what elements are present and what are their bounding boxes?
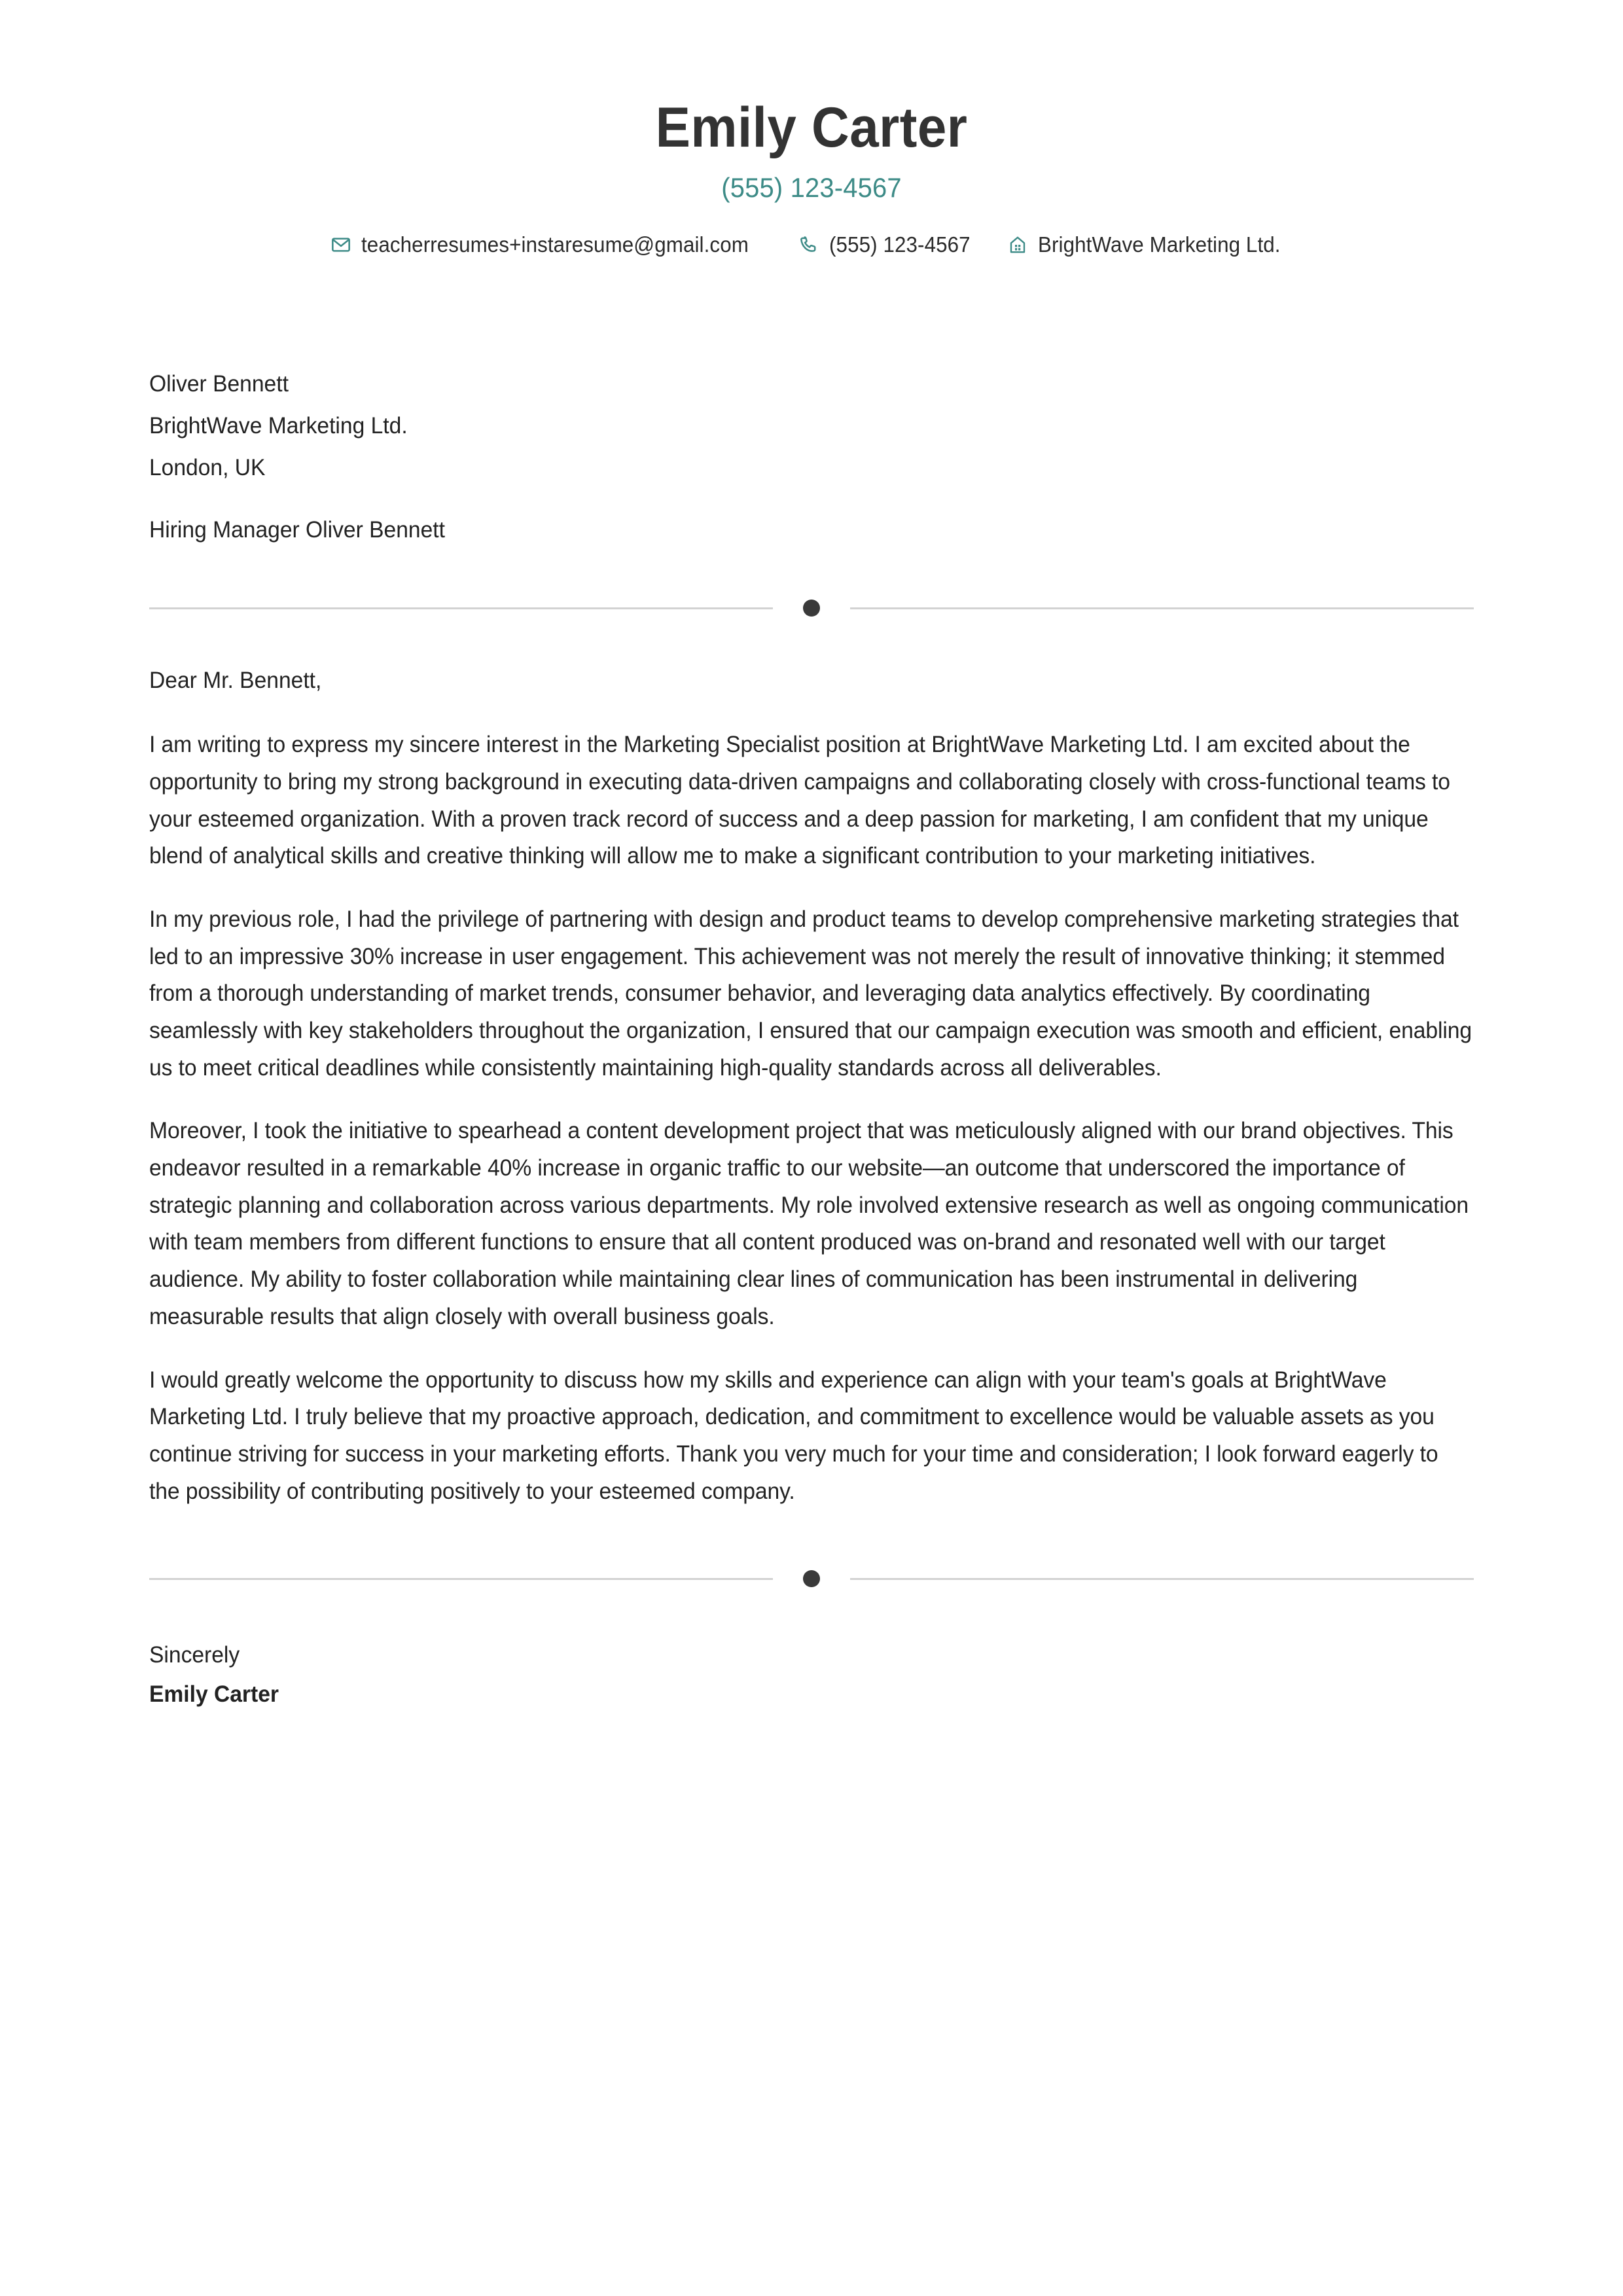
letter-body	[149, 668, 1474, 1510]
divider-top	[149, 600, 1474, 617]
contact-company-text: BrightWave Marketing Ltd.	[1038, 232, 1281, 257]
recipient-attention: Hiring Manager Oliver Bennett	[149, 517, 445, 543]
contact-email[interactable]	[330, 232, 769, 257]
divider-rule-right	[850, 1578, 1474, 1580]
contact-phone-text: (555) 123-4567	[829, 232, 971, 257]
phone-icon	[798, 234, 820, 256]
divider-rule-left	[149, 607, 773, 609]
divider-rule-right	[850, 607, 1474, 609]
page-title: Emily Carter	[655, 96, 968, 159]
recipient-location: London, UK	[149, 454, 266, 480]
recipient-name: Oliver Bennett	[149, 371, 289, 397]
divider-dot	[803, 600, 820, 617]
recipient-block	[149, 363, 1474, 488]
contact-company[interactable]	[1007, 232, 1293, 257]
header-phone: (555) 123-4567	[721, 172, 902, 204]
building-icon	[1007, 234, 1029, 256]
signature-closing: Sincerely	[149, 1642, 240, 1668]
contact-row	[149, 232, 1474, 257]
letter-paragraph: In my previous role, I had the privilege of partnering with design and product teams to develop comprehensive marketing strategies that led to an impressive 30% increase in user engagement. This achievement was not merely the result of innovative thinking; it stemmed from a thorough understanding of market trends, consumer behavior, and leveraging data analytics effectively. By coordinating seamlessly with key stakeholders throughout the organization, I ensured that our campaign execution was smooth and efficient, enabling us to meet critical deadlines while consistently maintaining high-quality standards across all deliverables.	[149, 906, 1472, 1081]
salutation: Dear Mr. Bennett,	[149, 668, 322, 694]
letter-paragraph: I would greatly welcome the opportunity to discuss how my skills and experience can align with your team's goals at BrightWave Marketing Ltd. I truly believe that my proactive approach, dedication, and commitment to excellence would be valuable assets as you continue striving for success in your marketing efforts. Thank you very much for your time and consideration; I look forward eagerly to the possibility of contributing positively to your esteemed company.	[149, 1367, 1438, 1504]
envelope-icon	[330, 234, 352, 256]
signature-block	[149, 1636, 1474, 1714]
letter-paragraph: I am writing to express my sincere interest in the Marketing Specialist position at BrightWave Marketing Ltd. I am excited about the opportunity to bring my strong background in executing data-driven campaigns and collaborating closely with cross-functional teams to your esteemed organization. With a proven track record of success and a deep passion for marketing, I am confident that my unique blend of analytical skills and creative thinking will allow me to make a significant contribution to your marketing initiatives.	[149, 732, 1450, 869]
divider-bottom	[149, 1570, 1474, 1587]
recipient-company: BrightWave Marketing Ltd.	[149, 412, 408, 439]
divider-rule-left	[149, 1578, 773, 1580]
signature-name: Emily Carter	[149, 1681, 279, 1708]
letter-header	[149, 0, 1474, 257]
letter-paragraph: Moreover, I took the initiative to spearhead a content development project that was meticulously aligned with our brand objectives. This endeavor resulted in a remarkable 40% increase in organic traffic to our website—an outcome that underscored the importance of strategic planning and collaboration across various departments. My role involved extensive research as well as ongoing communication with team members from different functions to ensure that all content produced was on-brand and resonated well with our target audience. My ability to foster collaboration while maintaining clear lines of communication has been instrumental in delivering measurable results that align closely with overall business goals.	[149, 1118, 1469, 1329]
contact-phone[interactable]	[798, 232, 978, 257]
divider-dot	[803, 1570, 820, 1587]
contact-email-text: teacherresumes+instaresume@gmail.com	[361, 232, 749, 257]
